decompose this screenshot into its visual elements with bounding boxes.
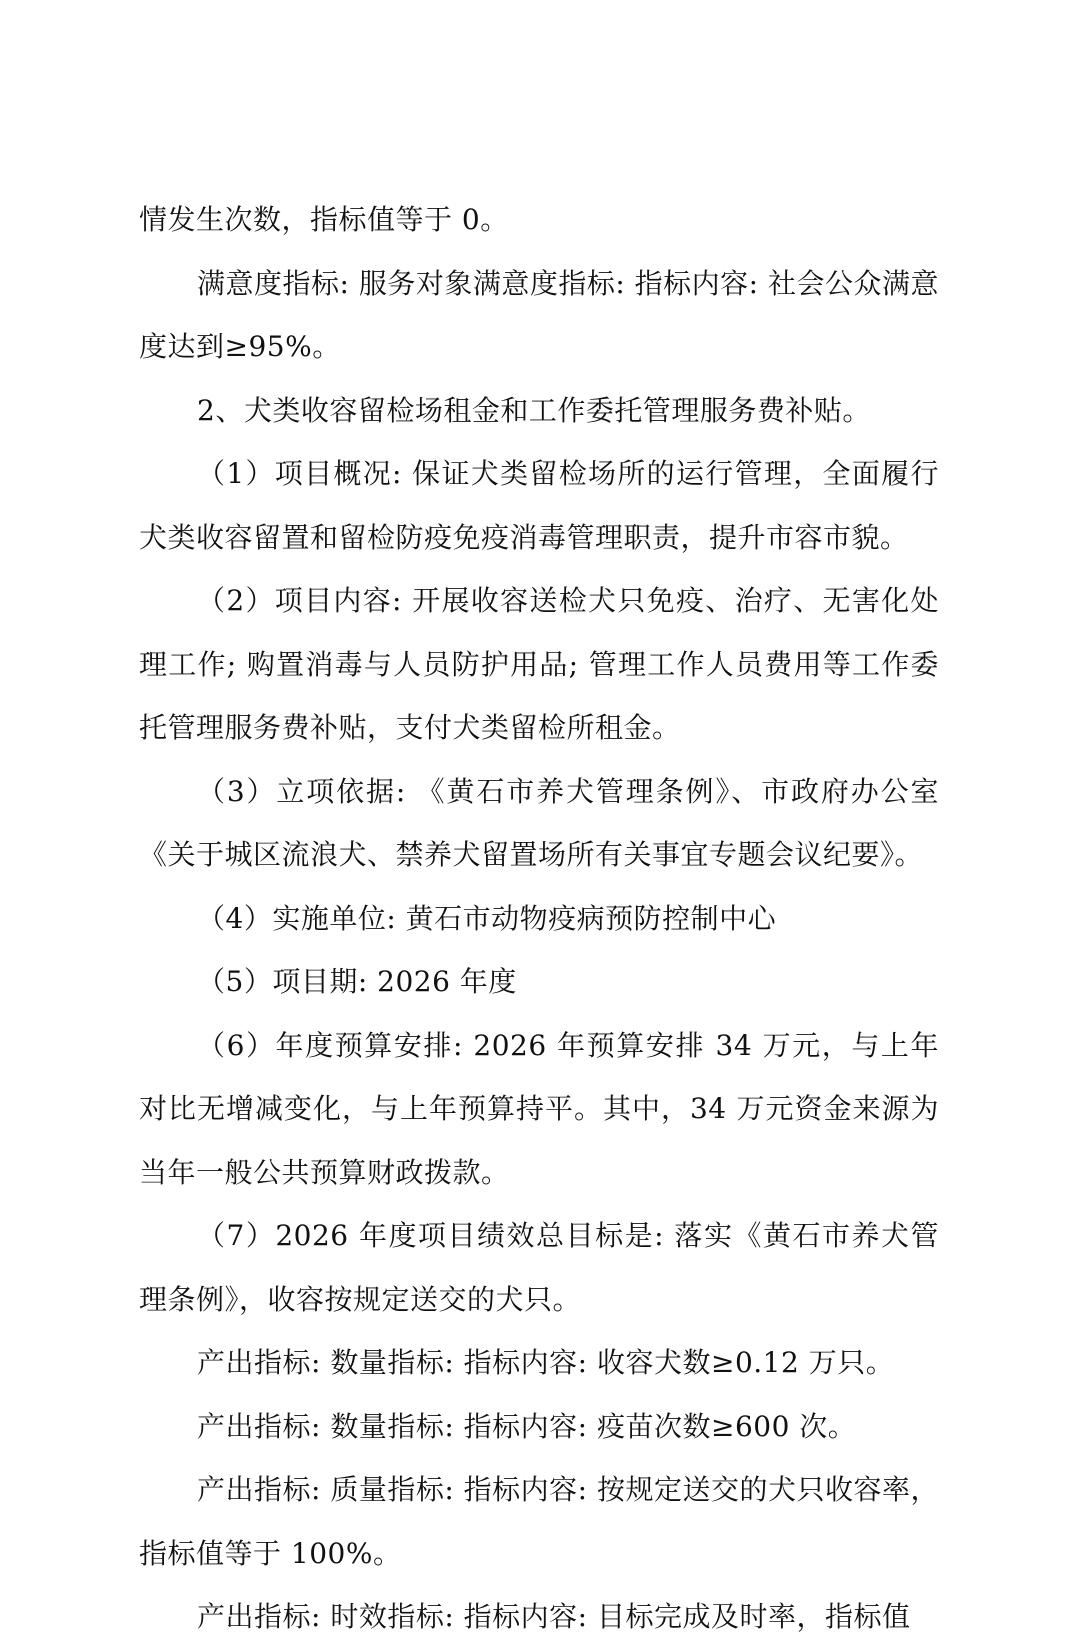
paragraph-4: （1）项目概况: 保证犬类留检场所的运行管理，全面履行犬类收容留置和留检防疫免疫消毒管理职责，提升市容市貌。 — [139, 457, 939, 554]
paragraph-14: 产出指标: 时效指标: 指标内容: 目标完成及时率，指标值 — [197, 1600, 911, 1633]
paragraph-13: 产出指标: 质量指标: 指标内容: 按规定送交的犬只收容率，指标值等于 100%。 — [139, 1473, 940, 1570]
paragraph-10: （7）2026 年度项目绩效总目标是: 落实《黄石市养犬管理条例》，收容按规定送交的犬只。 — [139, 1219, 939, 1316]
paragraph-11: 产出指标: 数量指标: 指标内容: 收容犬数≥0.12 万只。 — [197, 1346, 895, 1379]
paragraph-9: （6）年度预算安排: 2026 年预算安排 34 万元，与上年对比无增减变化，与上年预算持平。其中，34 万元资金来源为当年一般公共预算财政拨款。 — [139, 1028, 939, 1189]
paragraph-1: 情发生次数，指标值等于 0。 — [139, 203, 509, 236]
paragraph-12: 产出指标: 数量指标: 指标内容: 疫苗次数≥600 次。 — [197, 1409, 857, 1443]
paragraph-8: （5）项目期: 2026 年度 — [197, 965, 517, 998]
paragraph-2: 满意度指标: 服务对象满意度指标: 指标内容: 社会公众满意度达到≥95%。 — [139, 266, 940, 363]
document-page — [139, 188, 939, 1649]
paragraph-3: 2、犬类收容留检场租金和工作委托管理服务费补贴。 — [197, 393, 871, 427]
paragraph-7: （4）实施单位: 黄石市动物疫病预防控制中心 — [197, 901, 777, 935]
paragraph-5: （2）项目内容: 开展收容送检犬只免疫、治疗、无害化处理工作; 购置消毒与人员防护用品; 管理工作人员费用等工作委托管理服务费补贴，支付犬类留检所租金。 — [139, 584, 939, 744]
paragraph-6: （3）立项依据: 《黄石市养犬管理条例》、市政府办公室《关于城区流浪犬、禁养犬留置场所有关事宜专题会议纪要》。 — [139, 774, 939, 871]
